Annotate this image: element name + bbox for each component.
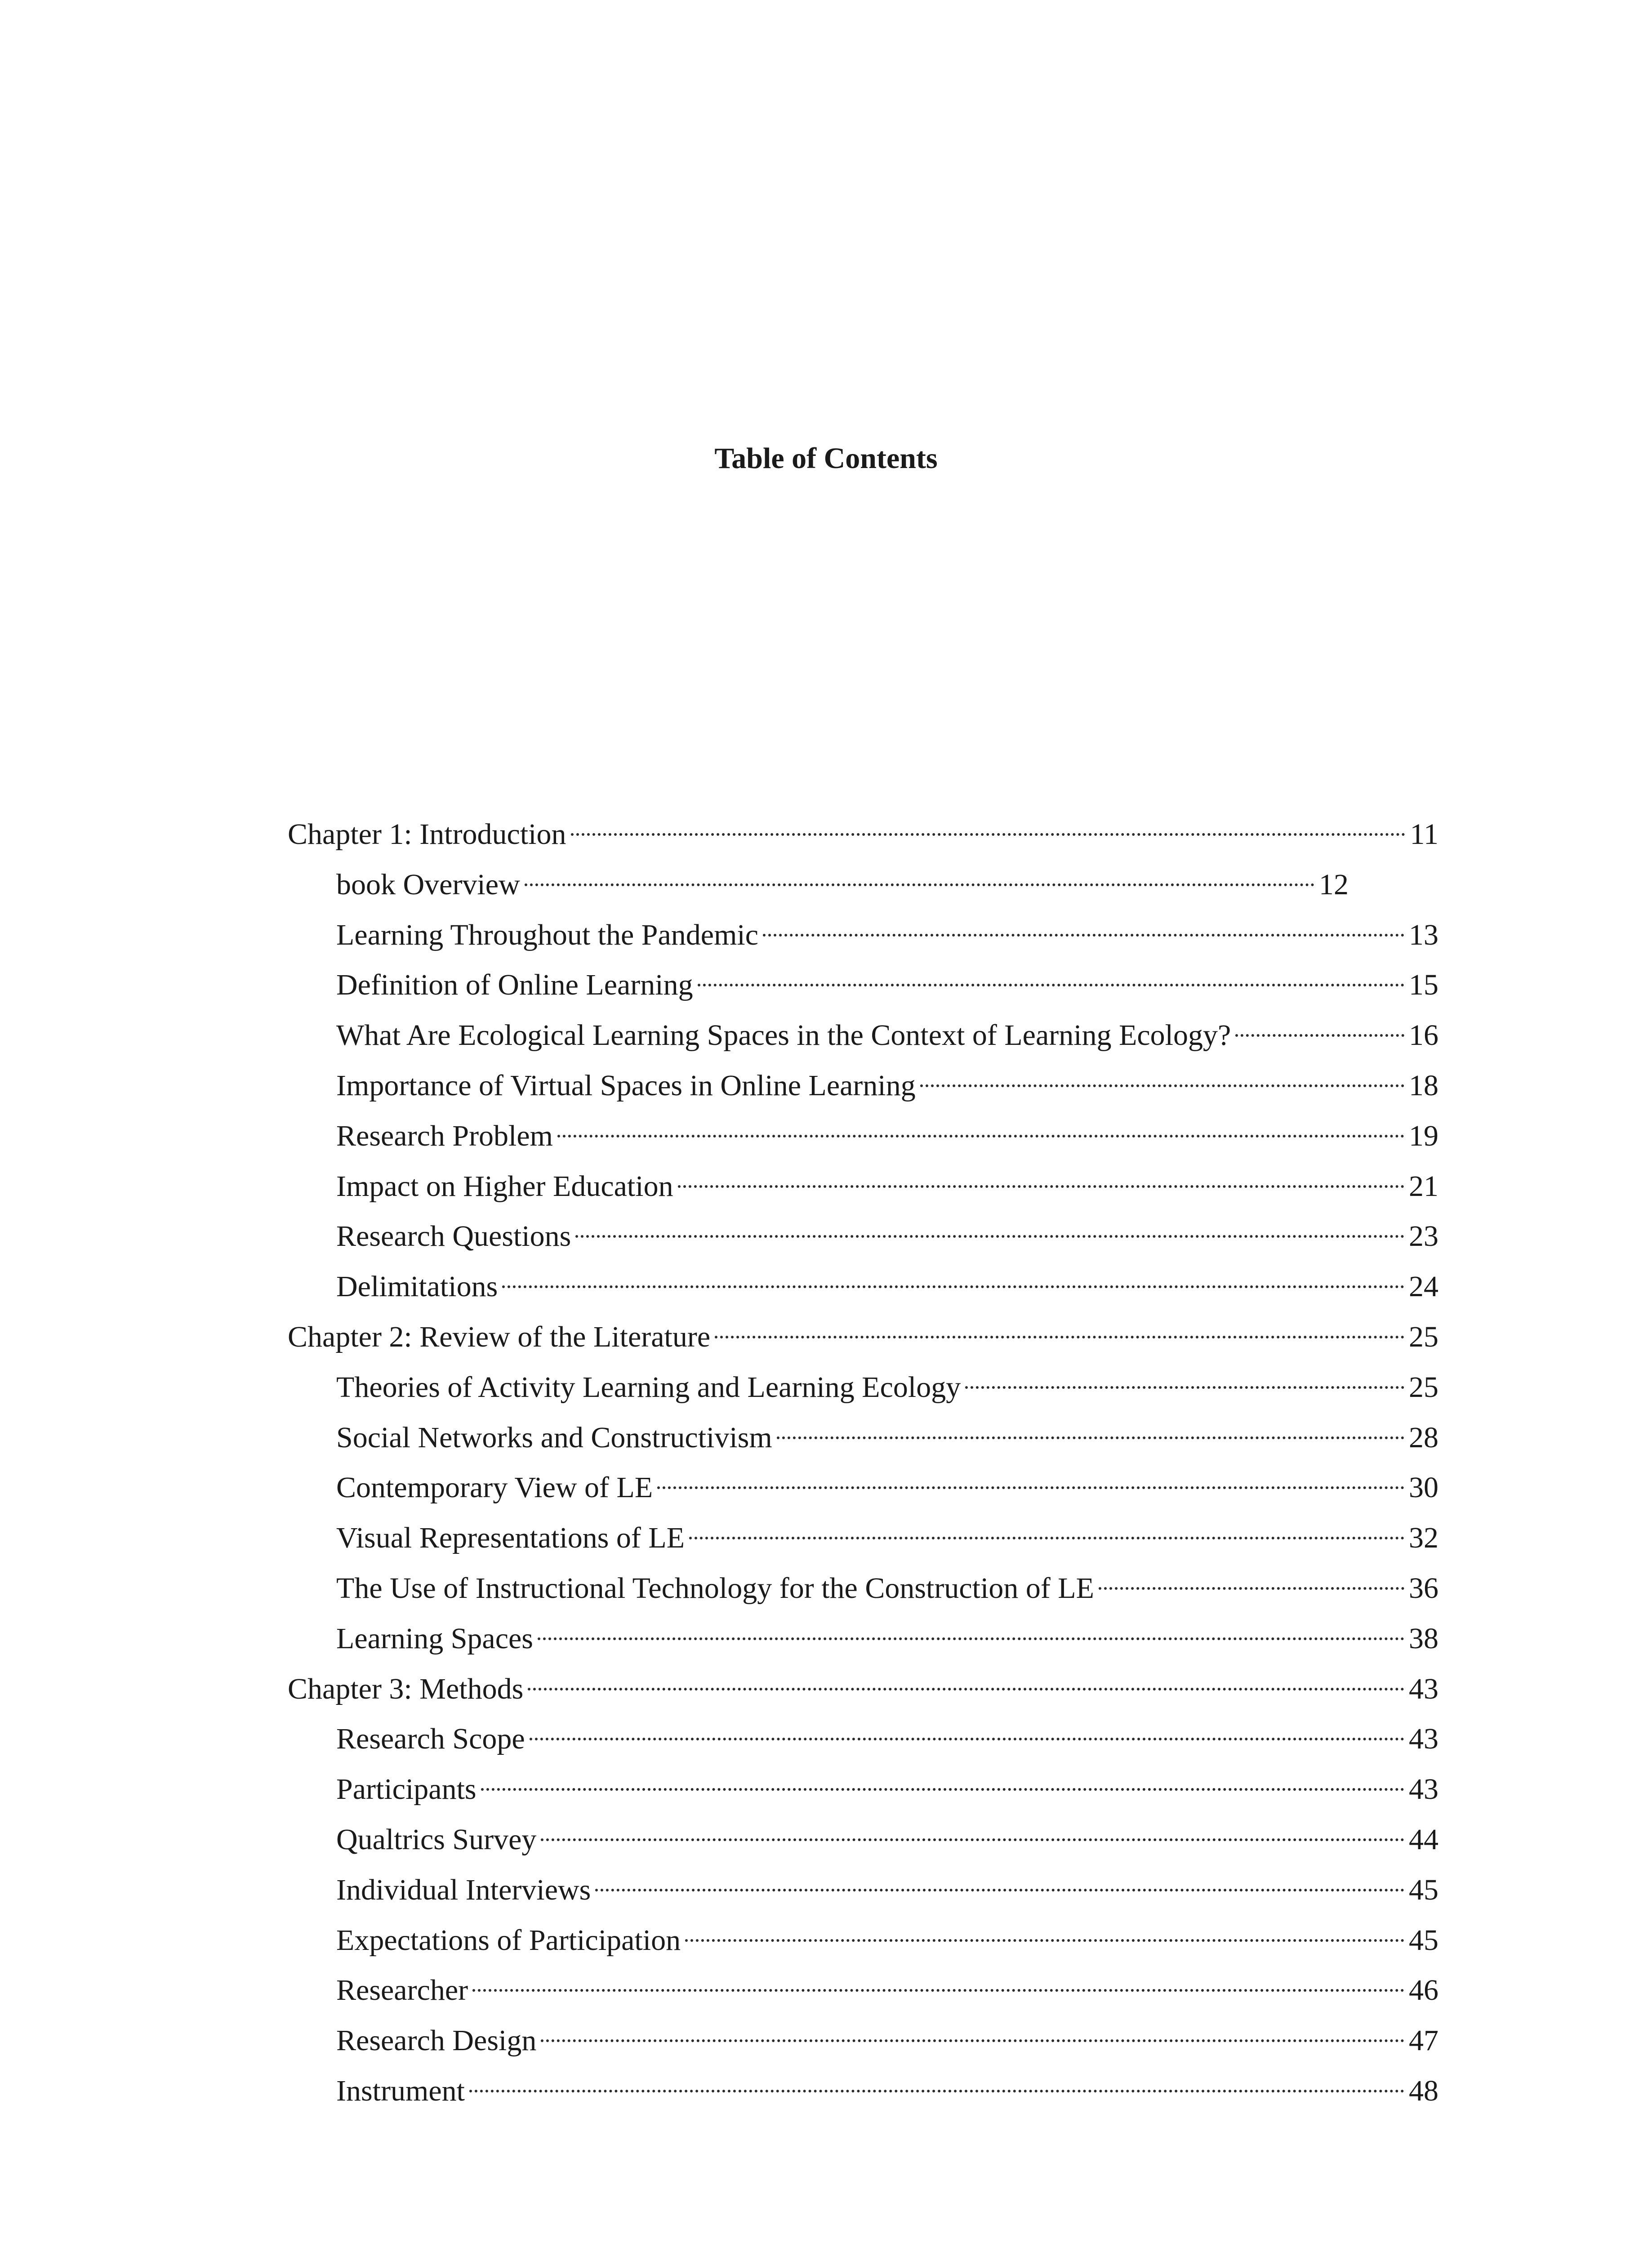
toc-entry-label: Researcher xyxy=(336,1974,468,2007)
toc-dot-leader xyxy=(965,1356,1404,1397)
toc-entry-label: Importance of Virtual Spaces in Online Learning xyxy=(336,1069,916,1102)
toc-entry-label: Theories of Activity Learning and Learning Ecology xyxy=(336,1370,961,1404)
toc-dot-leader xyxy=(538,1608,1404,1648)
toc-dot-leader xyxy=(502,1256,1404,1296)
toc-section-entry xyxy=(288,2060,1438,2110)
toc-section-entry xyxy=(288,1557,1438,1608)
toc-page-number: 13 xyxy=(1409,918,1438,951)
toc-page-number: 44 xyxy=(1409,1823,1438,1856)
toc-page-number: 23 xyxy=(1409,1220,1438,1253)
page-title: Table of Contents xyxy=(714,442,938,475)
table-of-contents xyxy=(288,803,1438,2110)
toc-entry-label: Contemporary View of LE xyxy=(336,1471,653,1504)
toc-page-number: 36 xyxy=(1409,1571,1438,1605)
toc-dot-leader xyxy=(557,1105,1404,1146)
toc-section-entry xyxy=(288,904,1438,955)
toc-chapter-entry xyxy=(288,803,1438,854)
toc-dot-leader xyxy=(715,1306,1404,1347)
toc-entry-label: Chapter 1: Introduction xyxy=(288,818,566,851)
toc-page-number: 45 xyxy=(1409,1873,1438,1906)
toc-entry-label: Learning Spaces xyxy=(336,1622,533,1655)
toc-page-number: 43 xyxy=(1409,1722,1438,1756)
toc-entry-label: Research Questions xyxy=(336,1220,571,1253)
toc-dot-leader xyxy=(469,2060,1404,2101)
toc-section-entry xyxy=(288,854,1349,904)
toc-section-entry xyxy=(288,1004,1438,1055)
toc-section-entry xyxy=(288,1859,1438,1909)
toc-section-entry xyxy=(288,1608,1438,1658)
toc-entry-label: Research Scope xyxy=(336,1722,525,1756)
toc-page-number: 28 xyxy=(1409,1421,1438,1454)
toc-entry-label: What Are Ecological Learning Spaces in the Context of Learning Ecology? xyxy=(336,1019,1231,1052)
toc-dot-leader xyxy=(657,1457,1404,1497)
toc-dot-leader xyxy=(777,1407,1404,1447)
toc-dot-leader xyxy=(541,1809,1404,1849)
toc-page-number: 30 xyxy=(1409,1471,1438,1504)
toc-entry-label: Qualtrics Survey xyxy=(336,1823,537,1856)
toc-section-entry xyxy=(288,1909,1438,1960)
toc-section-entry xyxy=(288,1758,1438,1809)
toc-page-number: 11 xyxy=(1410,818,1438,851)
toc-dot-leader xyxy=(571,803,1406,844)
toc-entry-label: Chapter 2: Review of the Literature xyxy=(288,1320,711,1353)
toc-dot-leader xyxy=(1235,1004,1404,1045)
toc-dot-leader xyxy=(525,854,1314,894)
toc-chapter-entry xyxy=(288,1658,1438,1708)
toc-entry-label: Research Design xyxy=(336,2024,537,2057)
toc-page-number: 24 xyxy=(1409,1270,1438,1303)
toc-section-entry xyxy=(288,1407,1438,1457)
toc-page-number: 38 xyxy=(1409,1622,1438,1655)
toc-entry-label: Research Problem xyxy=(336,1119,553,1152)
toc-entry-label: Individual Interviews xyxy=(336,1873,591,1906)
toc-dot-leader xyxy=(763,904,1404,945)
toc-entry-label: Learning Throughout the Pandemic xyxy=(336,918,759,951)
toc-dot-leader xyxy=(481,1758,1404,1799)
toc-dot-leader xyxy=(920,1055,1404,1095)
toc-dot-leader xyxy=(1099,1557,1404,1598)
toc-page-number: 45 xyxy=(1409,1923,1438,1957)
toc-entry-label: Participants xyxy=(336,1773,476,1806)
toc-section-entry xyxy=(288,1155,1438,1206)
toc-section-entry xyxy=(288,1507,1438,1557)
toc-entry-label: Impact on Higher Education xyxy=(336,1169,673,1203)
toc-section-entry xyxy=(288,1809,1438,1859)
toc-page-number: 21 xyxy=(1409,1169,1438,1203)
toc-dot-leader xyxy=(678,1155,1404,1196)
toc-section-entry xyxy=(288,1055,1438,1105)
toc-section-entry xyxy=(288,1959,1438,2010)
toc-entry-label: Expectations of Participation xyxy=(336,1923,681,1957)
toc-page-number: 19 xyxy=(1409,1119,1438,1152)
toc-section-entry xyxy=(288,1256,1438,1306)
toc-page-number: 43 xyxy=(1409,1672,1438,1705)
toc-dot-leader xyxy=(595,1859,1404,1900)
toc-entry-label: Chapter 3: Methods xyxy=(288,1672,524,1705)
toc-page-number: 32 xyxy=(1409,1521,1438,1555)
toc-page-number: 25 xyxy=(1409,1320,1438,1353)
toc-dot-leader xyxy=(472,1959,1404,2000)
toc-dot-leader xyxy=(530,1708,1404,1748)
toc-section-entry xyxy=(288,1105,1438,1155)
toc-dot-leader xyxy=(528,1658,1404,1699)
toc-page-number: 15 xyxy=(1409,968,1438,1002)
toc-entry-label: Visual Representations of LE xyxy=(336,1521,685,1555)
toc-entry-label: The Use of Instructional Technology for the Construction of LE xyxy=(336,1571,1094,1605)
toc-page-number: 46 xyxy=(1409,1974,1438,2007)
toc-dot-leader xyxy=(689,1507,1404,1548)
toc-page-number: 48 xyxy=(1409,2074,1438,2107)
toc-entry-label: Social Networks and Constructivism xyxy=(336,1421,772,1454)
toc-dot-leader xyxy=(575,1205,1404,1246)
toc-entry-label: Definition of Online Learning xyxy=(336,968,693,1002)
toc-chapter-entry xyxy=(288,1306,1438,1356)
toc-dot-leader xyxy=(685,1909,1404,1950)
toc-section-entry xyxy=(288,1708,1438,1758)
toc-entry-label: Instrument xyxy=(336,2074,465,2107)
toc-page-number: 18 xyxy=(1409,1069,1438,1102)
toc-section-entry xyxy=(288,2010,1438,2060)
toc-section-entry xyxy=(288,1205,1438,1256)
toc-entry-label: Delimitations xyxy=(336,1270,498,1303)
toc-page-number: 12 xyxy=(1319,868,1349,901)
toc-page-number: 43 xyxy=(1409,1773,1438,1806)
toc-page-number: 47 xyxy=(1409,2024,1438,2057)
toc-dot-leader xyxy=(541,2010,1404,2050)
toc-section-entry xyxy=(288,954,1438,1004)
toc-page-number: 16 xyxy=(1409,1019,1438,1052)
toc-section-entry xyxy=(288,1457,1438,1507)
toc-dot-leader xyxy=(698,954,1404,995)
toc-entry-label: book Overview xyxy=(336,868,520,901)
toc-page-number: 25 xyxy=(1409,1370,1438,1404)
toc-section-entry xyxy=(288,1356,1438,1407)
